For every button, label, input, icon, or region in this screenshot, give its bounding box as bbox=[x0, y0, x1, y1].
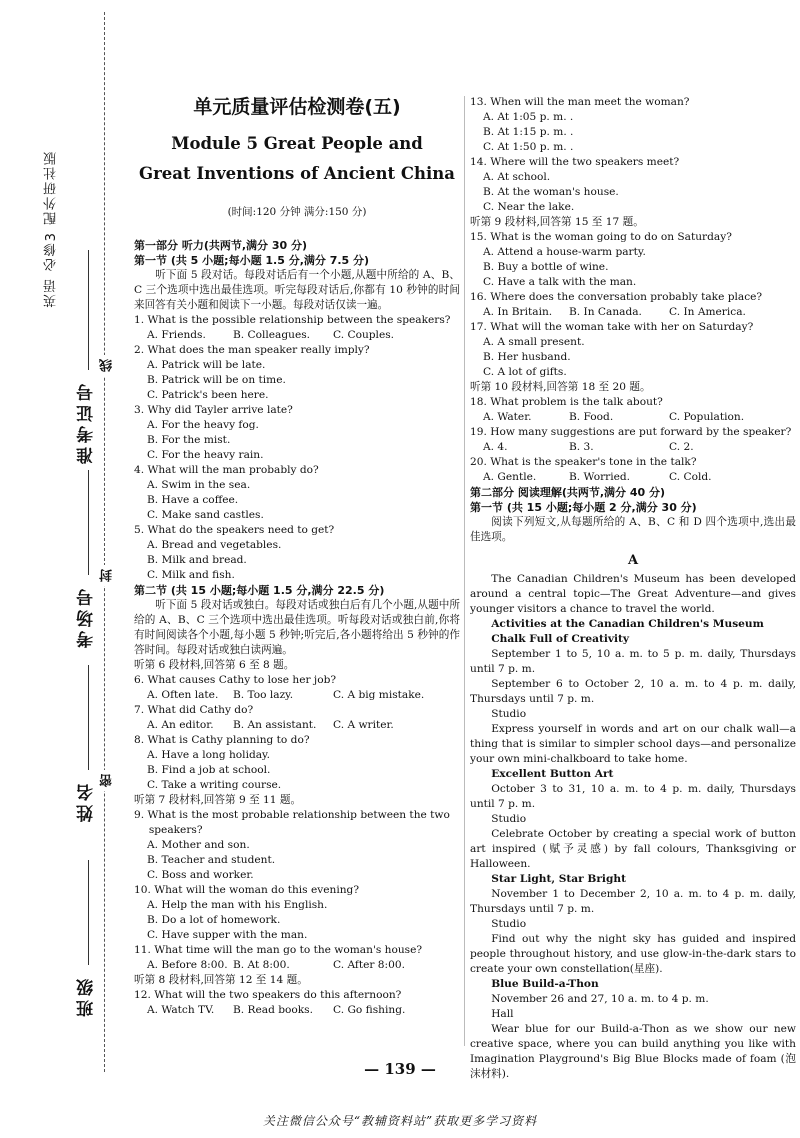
option-b: B. Patrick will be on time. bbox=[147, 374, 286, 386]
question-3 bbox=[134, 403, 460, 463]
listening-note-9: 听第 9 段材料,回答第 15 至 17 题。 bbox=[470, 216, 644, 228]
activities-title: Activities at the Canadian Children's Museum Chalk Full of Creativity bbox=[491, 618, 764, 645]
question-stem: 11. What time will the man go to the woman's house? bbox=[134, 944, 423, 956]
question-15 bbox=[470, 230, 796, 290]
page-title: 单元质量评估检测卷(五) bbox=[193, 96, 401, 118]
question-10 bbox=[134, 883, 460, 943]
module-title bbox=[134, 129, 460, 189]
class-line bbox=[88, 860, 89, 965]
star-light-place: Studio bbox=[491, 918, 527, 930]
option-a: A. For the heavy fog. bbox=[147, 419, 259, 431]
chalk-place: Studio bbox=[491, 708, 527, 720]
question-19 bbox=[470, 425, 796, 455]
option-b: B. For the mist. bbox=[147, 434, 231, 446]
question-stem: 2. What does the man speaker really imply? bbox=[134, 344, 370, 356]
question-9 bbox=[134, 808, 460, 883]
column-divider bbox=[464, 96, 465, 1046]
option-b: B. 3. bbox=[569, 441, 594, 453]
option-b: B. Do a lot of homework. bbox=[147, 914, 281, 926]
question-stem: 6. What causes Cathy to lose her job? bbox=[134, 674, 337, 686]
option-b: B. Find a job at school. bbox=[147, 764, 271, 776]
option-c: C. A big mistake. bbox=[333, 689, 425, 701]
question-16 bbox=[470, 290, 796, 320]
part2-instructions: 阅读下列短文,从每题所给的 A、B、C 和 D 四个选项中,选出最佳选项。 bbox=[470, 516, 796, 543]
page-number: — 139 — bbox=[364, 1060, 436, 1078]
listening-note-8: 听第 8 段材料,回答第 12 至 14 题。 bbox=[134, 974, 308, 986]
option-a: A. Watch TV. bbox=[147, 1004, 215, 1016]
seal-mark-secret: 密 bbox=[98, 770, 117, 791]
chalk-description: Express yourself in words and art on our chalk wall—a thing that is similar to simpler school days—and personalize your own mini-chalkboard to take home. bbox=[470, 723, 796, 765]
binding-margin bbox=[0, 0, 115, 1138]
option-a: A. At 1:05 p. m. . bbox=[483, 111, 574, 123]
question-1 bbox=[134, 313, 460, 343]
question-20 bbox=[470, 455, 796, 485]
part1-sec1-instructions: 听下面 5 段对话。每段对话后有一个小题,从题中所给的 A、B、C 三个选项中选出最佳选项。听完每段对话后,你都有 10 秒钟的时间来回答有关小题和阅读下一小题。每段对话仅读一遍。 bbox=[134, 269, 460, 311]
option-c: C. Cold. bbox=[669, 471, 712, 483]
exam-number-label: 准考证号 bbox=[77, 380, 97, 464]
option-c: C. Patrick's been here. bbox=[147, 389, 269, 401]
option-c: C. Boss and worker. bbox=[147, 869, 254, 881]
button-art-description: Celebrate October by creating a special work of button art inspired (赋予灵感) by fall colours, Thanksgiving or Halloween. bbox=[470, 828, 796, 870]
question-2 bbox=[134, 343, 460, 403]
listening-note-7: 听第 7 段材料,回答第 9 至 11 题。 bbox=[134, 794, 302, 806]
option-b: B. Have a coffee. bbox=[147, 494, 239, 506]
question-stem: 15. What is the woman going to do on Saturday? bbox=[470, 231, 732, 243]
option-a: A. Have a long holiday. bbox=[147, 749, 271, 761]
option-c: C. Take a writing course. bbox=[147, 779, 282, 791]
option-a: A. At school. bbox=[483, 171, 551, 183]
option-c: C. Couples. bbox=[333, 329, 395, 341]
option-a: A. Attend a house-warm party. bbox=[483, 246, 646, 258]
chalk-date-2: September 6 to October 2, 10 a. m. to 4 p. m. daily, Thursdays until 7 p. m. bbox=[470, 678, 796, 705]
question-stem: 4. What will the man probably do? bbox=[134, 464, 319, 476]
option-a: A. An editor. bbox=[147, 719, 214, 731]
part1-sec1-heading: 第一节 (共 5 小题;每小题 1.5 分,满分 7.5 分) bbox=[134, 254, 370, 267]
series-label: 英语 必修3 配外研社版 bbox=[44, 150, 59, 308]
name-line bbox=[88, 665, 89, 770]
question-6 bbox=[134, 673, 460, 703]
question-12 bbox=[134, 988, 460, 1018]
question-stem: 19. How many suggestions are put forward by the speaker? bbox=[470, 426, 792, 438]
option-b: B. Teacher and student. bbox=[147, 854, 276, 866]
module-title-line-2: Great Inventions of Ancient China bbox=[139, 164, 455, 183]
question-stem: 5. What do the speakers need to get? bbox=[134, 524, 335, 536]
seal-mark-line: 线 bbox=[98, 355, 117, 376]
module-title-line-1: Module 5 Great People and bbox=[171, 134, 423, 153]
option-c: C. 2. bbox=[669, 441, 694, 453]
option-c: C. In America. bbox=[669, 306, 746, 318]
option-b: B. Colleagues. bbox=[233, 329, 311, 341]
question-stem: 16. Where does the conversation probably take place? bbox=[470, 291, 763, 303]
option-b: B. Milk and bread. bbox=[147, 554, 247, 566]
binding-cut-line bbox=[104, 12, 105, 1072]
exam-meta: (时间:120 分钟 满分:150 分) bbox=[227, 206, 367, 218]
option-c: C. Population. bbox=[669, 411, 745, 423]
listening-note-6: 听第 6 段材料,回答第 6 至 8 题。 bbox=[134, 659, 295, 671]
passage-label: A bbox=[627, 553, 639, 568]
option-b: B. Buy a bottle of wine. bbox=[483, 261, 609, 273]
question-4 bbox=[134, 463, 460, 523]
build-a-thon-date: November 26 and 27, 10 a. m. to 4 p. m. bbox=[491, 993, 709, 1005]
question-stem: 7. What did Cathy do? bbox=[134, 704, 254, 716]
name-label: 姓名 bbox=[77, 780, 97, 822]
option-b: B. Her husband. bbox=[483, 351, 571, 363]
option-b: B. At 1:15 p. m. . bbox=[483, 126, 574, 138]
question-17 bbox=[470, 320, 796, 380]
button-art-title: Excellent Button Art bbox=[491, 768, 614, 780]
question-14 bbox=[470, 155, 796, 215]
question-18 bbox=[470, 395, 796, 425]
question-stem: 3. Why did Tayler arrive late? bbox=[134, 404, 293, 416]
option-b: B. In Canada. bbox=[569, 306, 642, 318]
star-light-description: Find out why the night sky has guided and inspired people throughout history, and use glow-in-the-dark stars to create your own constellation(星座). bbox=[470, 933, 796, 975]
option-c: C. Have supper with the man. bbox=[147, 929, 308, 941]
option-c: C. Make sand castles. bbox=[147, 509, 264, 521]
button-art-date: October 3 to 31, 10 a. m. to 4 p. m. daily, Thursdays until 7 p. m. bbox=[470, 783, 796, 810]
exam-number-line bbox=[88, 250, 89, 370]
question-13 bbox=[470, 95, 796, 155]
option-c: C. A lot of gifts. bbox=[483, 366, 567, 378]
build-a-thon-title: Blue Build-a-Thon bbox=[491, 978, 599, 990]
question-stem: 1. What is the possible relationship between the speakers? bbox=[134, 314, 451, 326]
option-a: A. Patrick will be late. bbox=[147, 359, 266, 371]
option-a: A. Bread and vegetables. bbox=[147, 539, 282, 551]
question-7 bbox=[134, 703, 460, 733]
option-b: B. Read books. bbox=[233, 1004, 313, 1016]
option-a: A. Often late. bbox=[147, 689, 219, 701]
option-b: B. Food. bbox=[569, 411, 614, 423]
question-stem: 9. What is the most probable relationship between the two speakers? bbox=[134, 809, 450, 836]
option-c: C. At 1:50 p. m. . bbox=[483, 141, 574, 153]
listening-note-10: 听第 10 段材料,回答第 18 至 20 题。 bbox=[470, 381, 651, 393]
option-c: C. Near the lake. bbox=[483, 201, 575, 213]
option-a: A. Gentle. bbox=[483, 471, 537, 483]
option-a: A. Water. bbox=[483, 411, 532, 423]
build-a-thon-description: Wear blue for our Build-a-Thon as we show our new creative space, where you can build anything you like with Imagination Playground's Big Blue Blocks made of foam (泡沫材料). bbox=[470, 1023, 796, 1080]
question-8 bbox=[134, 733, 460, 793]
option-a: A. Swim in the sea. bbox=[147, 479, 251, 491]
right-column bbox=[470, 95, 796, 1082]
exam-room-label: 考场号 bbox=[77, 585, 97, 648]
question-stem: 14. Where will the two speakers meet? bbox=[470, 156, 680, 168]
passage-intro: The Canadian Children's Museum has been developed around a central topic—The Great Adventure—and gives younger visitors a chance to travel the world. bbox=[470, 573, 796, 615]
part1-sec2-heading: 第二节 (共 15 小题;每小题 1.5 分,满分 22.5 分) bbox=[134, 584, 385, 597]
option-c: C. Have a talk with the man. bbox=[483, 276, 637, 288]
option-b: B. Worried. bbox=[569, 471, 631, 483]
option-a: A. Help the man with his English. bbox=[147, 899, 328, 911]
star-light-date: November 1 to December 2, 10 a. m. to 4 p. m. daily, Thursdays until 7 p. m. bbox=[470, 888, 796, 915]
option-c: C. After 8:00. bbox=[333, 959, 405, 971]
option-c: C. For the heavy rain. bbox=[147, 449, 264, 461]
option-c: C. Milk and fish. bbox=[147, 569, 235, 581]
exam-room-line bbox=[88, 470, 89, 575]
button-art-place: Studio bbox=[491, 813, 527, 825]
question-stem: 20. What is the speaker's tone in the talk? bbox=[470, 456, 697, 468]
build-a-thon-place: Hall bbox=[491, 1008, 514, 1020]
question-stem: 10. What will the woman do this evening? bbox=[134, 884, 359, 896]
part1-heading: 第一部分 听力(共两节,满分 30 分) bbox=[134, 239, 308, 252]
question-stem: 13. When will the man meet the woman? bbox=[470, 96, 690, 108]
option-b: B. An assistant. bbox=[233, 719, 317, 731]
class-label: 班级 bbox=[77, 975, 97, 1017]
seal-mark-seal: 封 bbox=[98, 565, 117, 586]
question-11 bbox=[134, 943, 460, 973]
question-stem: 18. What problem is the talk about? bbox=[470, 396, 663, 408]
part1-sec2-instructions: 听下面 5 段对话或独白。每段对话或独白后有几个小题,从题中所给的 A、B、C 三个选项中选出最佳选项。听每段对话或独白前,你将有时间阅读各个小题,每小题 5 秒钟;听完后,各小题将给出 5 秒钟的作答时间。每段对话或独白读两遍。 bbox=[134, 599, 460, 656]
part2-sec1-heading: 第一节 (共 15 小题;每小题 2 分,满分 30 分) bbox=[470, 501, 697, 514]
option-c: C. Go fishing. bbox=[333, 1004, 406, 1016]
question-stem: 8. What is Cathy planning to do? bbox=[134, 734, 310, 746]
option-a: A. In Britain. bbox=[483, 306, 553, 318]
question-stem: 12. What will the two speakers do this afternoon? bbox=[134, 989, 402, 1001]
option-b: B. Too lazy. bbox=[233, 689, 294, 701]
option-c: C. A writer. bbox=[333, 719, 394, 731]
option-a: A. 4. bbox=[483, 441, 508, 453]
footer-note: 关注微信公众号“教辅资料站”获取更多学习资料 bbox=[262, 1114, 538, 1128]
option-a: A. Friends. bbox=[147, 329, 206, 341]
option-b: B. At 8:00. bbox=[233, 959, 290, 971]
star-light-title: Star Light, Star Bright bbox=[491, 873, 626, 885]
question-stem: 17. What will the woman take with her on Saturday? bbox=[470, 321, 754, 333]
option-a: A. Before 8:00. bbox=[147, 959, 228, 971]
option-a: A. Mother and son. bbox=[147, 839, 250, 851]
left-column bbox=[134, 0, 460, 1018]
option-a: A. A small present. bbox=[483, 336, 585, 348]
question-5 bbox=[134, 523, 460, 583]
option-b: B. At the woman's house. bbox=[483, 186, 619, 198]
part2-heading: 第二部分 阅读理解(共两节,满分 40 分) bbox=[470, 486, 666, 499]
chalk-date-1: September 1 to 5, 10 a. m. to 5 p. m. daily, Thursdays until 7 p. m. bbox=[470, 648, 796, 675]
